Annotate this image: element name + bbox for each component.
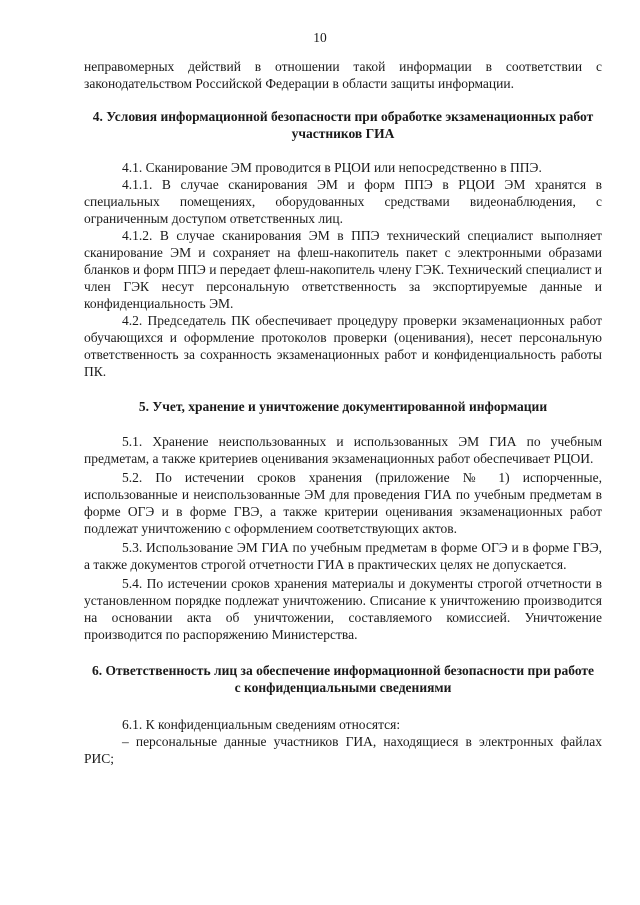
- paragraph-4-1: 4.1. Сканирование ЭМ проводится в РЦОИ или непосредственно в ППЭ.: [122, 160, 542, 175]
- paragraph-6-1: 6.1. К конфиденциальным сведениям относятся:: [122, 717, 401, 732]
- list-item-personal-data: – персональные данные участников ГИА, находящиеся в электронных файлах РИС;: [84, 734, 602, 766]
- paragraph-4-1-1: 4.1.1. В случае сканирования ЭМ и форм ППЭ в РЦОИ ЭМ хранятся в специальных помещениях, оборудованных средствами видеонаблюдения, с ограниченным доступом ответственных лиц.: [84, 177, 602, 226]
- section-6-heading: 6. Ответственность лиц за обеспечение информационной безопасности при работе с конфиденциальными сведениями: [91, 663, 595, 695]
- paragraph-4-1-2: 4.1.2. В случае сканирования ЭМ в ППЭ технический специалист выполняет сканирование ЭМ и сохраняет на флеш-накопитель пакет с электронными образами бланков и форм ППЭ и передает флеш-накопитель члену ГЭК. Технический специалист и член ГЭК несут персональную ответственность за экспортируемые данные и конфиденциальность ЭМ.: [84, 228, 602, 311]
- paragraph-5-1: 5.1. Хранение неиспользованных и использованных ЭМ ГИА по учебным предметам, а также критериев оценивания экзаменационных работ обеспечивает РЦОИ.: [84, 434, 602, 466]
- section-4-heading: 4. Условия информационной безопасности при обработке экзаменационных работ участников ГИА: [92, 109, 594, 141]
- page-number: 10: [313, 30, 327, 45]
- paragraph-5-2: 5.2. По истечении сроков хранения (приложение № 1) испорченные, использованные и неиспользованные ЭМ для проведения ГИА по учебным предметам в форме ОГЭ и в форме ГВЭ, а также критерии оценивания экзаменационных работ подлежат уничтожению с оформлением соответствующих актов.: [84, 470, 602, 536]
- intro-paragraph: неправомерных действий в отношении такой информации в соответствии с законодательством Российской Федерации в области защиты информации.: [84, 59, 602, 91]
- paragraph-5-4: 5.4. По истечении сроков хранения материалы и документы строгой отчетности в установленном порядке подлежат уничтожению. Списание к уничтожению производится на основании акта об уничтожении, составляемого комиссией. Уничтожение производится по распоряжению Министерства.: [84, 576, 602, 642]
- paragraph-4-2: 4.2. Председатель ПК обеспечивает процедуру проверки экзаменационных работ обучающихся и оформление протоколов проверки (оценивания), несет персональную ответственность за сохранность экзаменационных работ и конфиденциальность работы ПК.: [84, 313, 602, 379]
- page-content: [84, 58, 602, 767]
- section-5-heading: 5. Учет, хранение и уничтожение документированной информации: [138, 399, 548, 414]
- paragraph-5-3: 5.3. Использование ЭМ ГИА по учебным предметам в форме ОГЭ и в форме ГВЭ, а также документов строгой отчетности ГИА в практических целях не допускается.: [84, 540, 602, 572]
